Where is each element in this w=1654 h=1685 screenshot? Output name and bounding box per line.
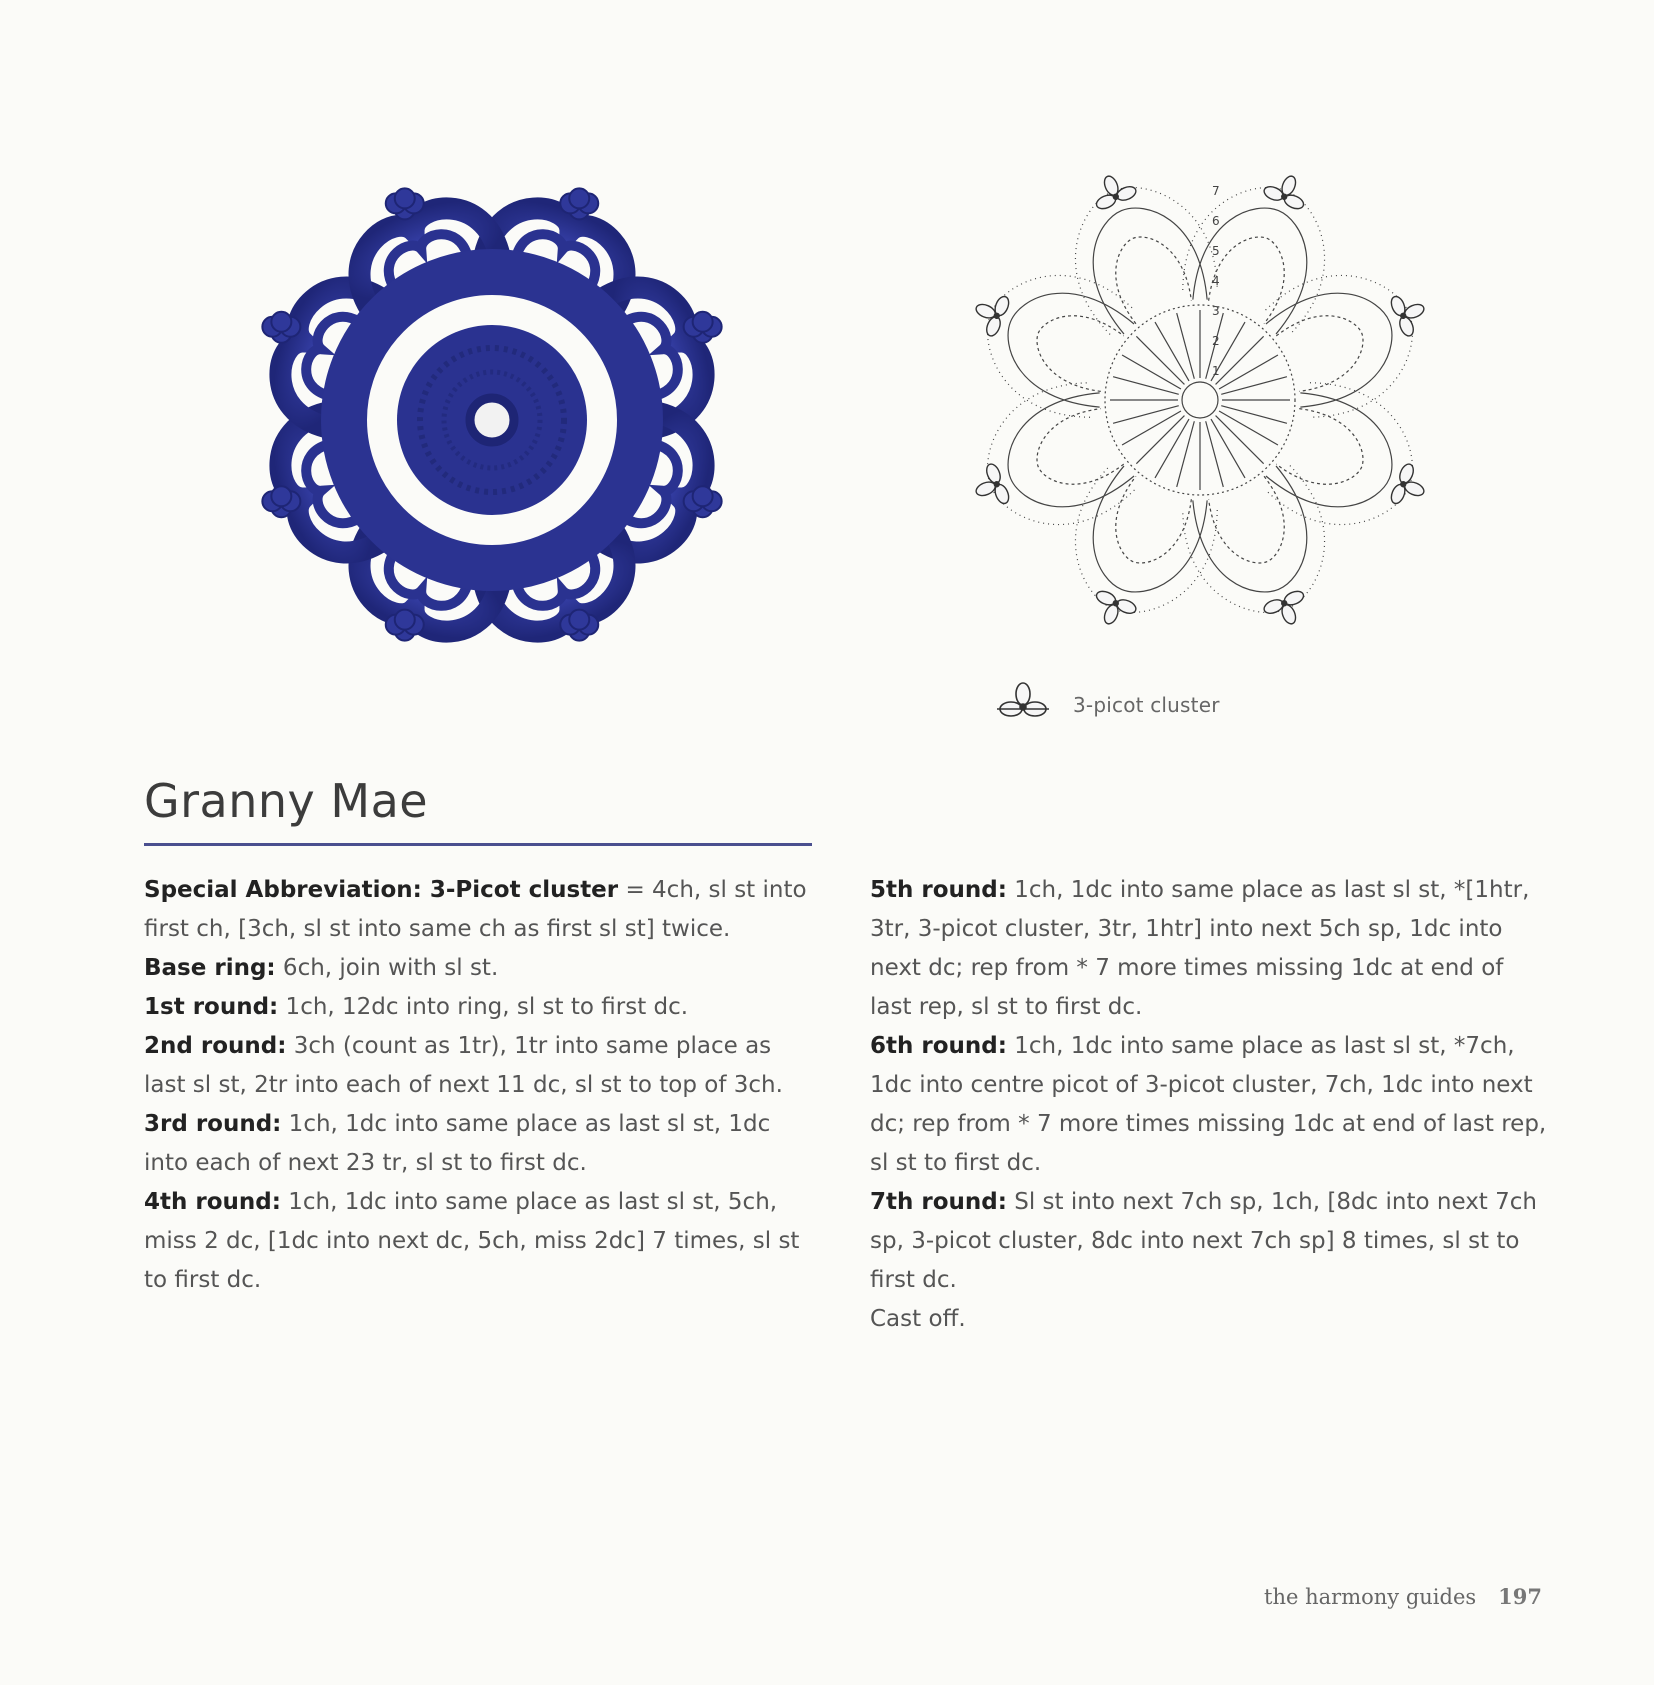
instructions-right-column: [870, 871, 1550, 1339]
motif-picot: [271, 312, 291, 332]
chart-spoke: [1221, 406, 1287, 424]
chart-petal: [1051, 457, 1229, 635]
motif-picot: [693, 312, 713, 332]
chart-round-number: 2: [1212, 334, 1220, 348]
chart-spoke: [1113, 406, 1179, 424]
chart-round-number: 4: [1212, 274, 1220, 288]
instruction-round-1: 1st round: 1ch, 12dc into ring, sl st to first dc.: [144, 994, 689, 1020]
chart-petal: [1172, 165, 1350, 343]
instruction-round-3: 3rd round: 1ch, 1dc into same place as last sl st, 1dc into each of next 23 tr, sl st to first dc.: [144, 1111, 771, 1176]
chart-spoke: [1177, 313, 1195, 379]
chart-picot-cluster: [1262, 589, 1312, 632]
chart-spoke: [1206, 421, 1224, 487]
chart-petal: [1257, 251, 1435, 429]
instruction-round-4: 4th round: 1ch, 1dc into same place as last sl st, 5ch, miss 2 dc, [1dc into next dc, 5ch, miss 2dc] 7 times, sl st to first dc.: [144, 1189, 800, 1293]
three-picot-cluster-icon: [995, 680, 1051, 730]
page-number: 197: [1498, 1584, 1542, 1609]
title-rule: [144, 843, 812, 846]
instruction-base-ring: Base ring: 6ch, join with sl st.: [144, 955, 499, 981]
instruction-round-7: 7th round: Sl st into next 7ch sp, 1ch, [8dc into next 7ch sp, 3-picot cluster, 8dc into next 7ch sp] 8 times, sl st to first dc.: [870, 1189, 1537, 1293]
chart-round-number: 1: [1212, 364, 1220, 378]
chart-petal: [1051, 165, 1229, 343]
instructions-left-column: [144, 871, 812, 1300]
chart-picot-cluster: [968, 462, 1011, 512]
motif-picot: [693, 486, 713, 506]
book-title: the harmony guides: [1264, 1585, 1477, 1609]
instruction-special-abbreviation: Special Abbreviation: 3-Picot cluster = 4ch, sl st into first ch, [3ch, sl st into same ch as first sl st] twice.: [144, 877, 807, 942]
page-footer: [1264, 1584, 1542, 1609]
chart-picot-cluster: [1389, 288, 1432, 338]
instruction-cast-off: Cast off.: [870, 1306, 966, 1332]
pattern-title: Granny Mae: [144, 774, 429, 828]
motif-picot: [271, 486, 291, 506]
instruction-round-2: 2nd round: 3ch (count as 1tr), 1tr into same place as last sl st, 2tr into each of next 11 dc, sl st to top of 3ch.: [144, 1033, 783, 1098]
crochet-motif-photo: [222, 160, 762, 680]
legend: [995, 680, 1220, 730]
motif-picot: [569, 610, 589, 630]
chart-round-number: 6: [1212, 214, 1220, 228]
chart-spoke: [1177, 421, 1195, 487]
chart-picot-cluster: [1088, 168, 1138, 211]
chart-petal: [965, 251, 1143, 429]
chart-round-number: 7: [1212, 184, 1220, 198]
chart-spoke: [1221, 377, 1287, 395]
instruction-round-5: 5th round: 1ch, 1dc into same place as last sl st, *[1htr, 3tr, 3-picot cluster, 3tr, 1htr] into next 5ch sp, 1dc into next dc; rep from * 7 more times missing 1dc at end of last rep, sl st to first dc.: [870, 877, 1530, 1020]
instruction-round-6: 6th round: 1ch, 1dc into same place as last sl st, *7ch, 1dc into centre picot of 3-picot cluster, 7ch, 1dc into next dc; rep from * 7 more times missing 1dc at end of last rep, sl st to first dc.: [870, 1033, 1547, 1176]
crochet-chart-diagram: [960, 160, 1440, 640]
motif-picot: [395, 188, 415, 208]
chart-spoke: [1113, 377, 1179, 395]
chart-petal: [1172, 457, 1350, 635]
motif-picot: [569, 188, 589, 208]
motif-picot: [395, 610, 415, 630]
chart-petal: [965, 372, 1143, 550]
chart-round-number: 3: [1212, 304, 1220, 318]
legend-label: 3-picot cluster: [1073, 693, 1220, 717]
chart-round-number: 5: [1212, 244, 1220, 258]
chart-petal: [1257, 372, 1435, 550]
